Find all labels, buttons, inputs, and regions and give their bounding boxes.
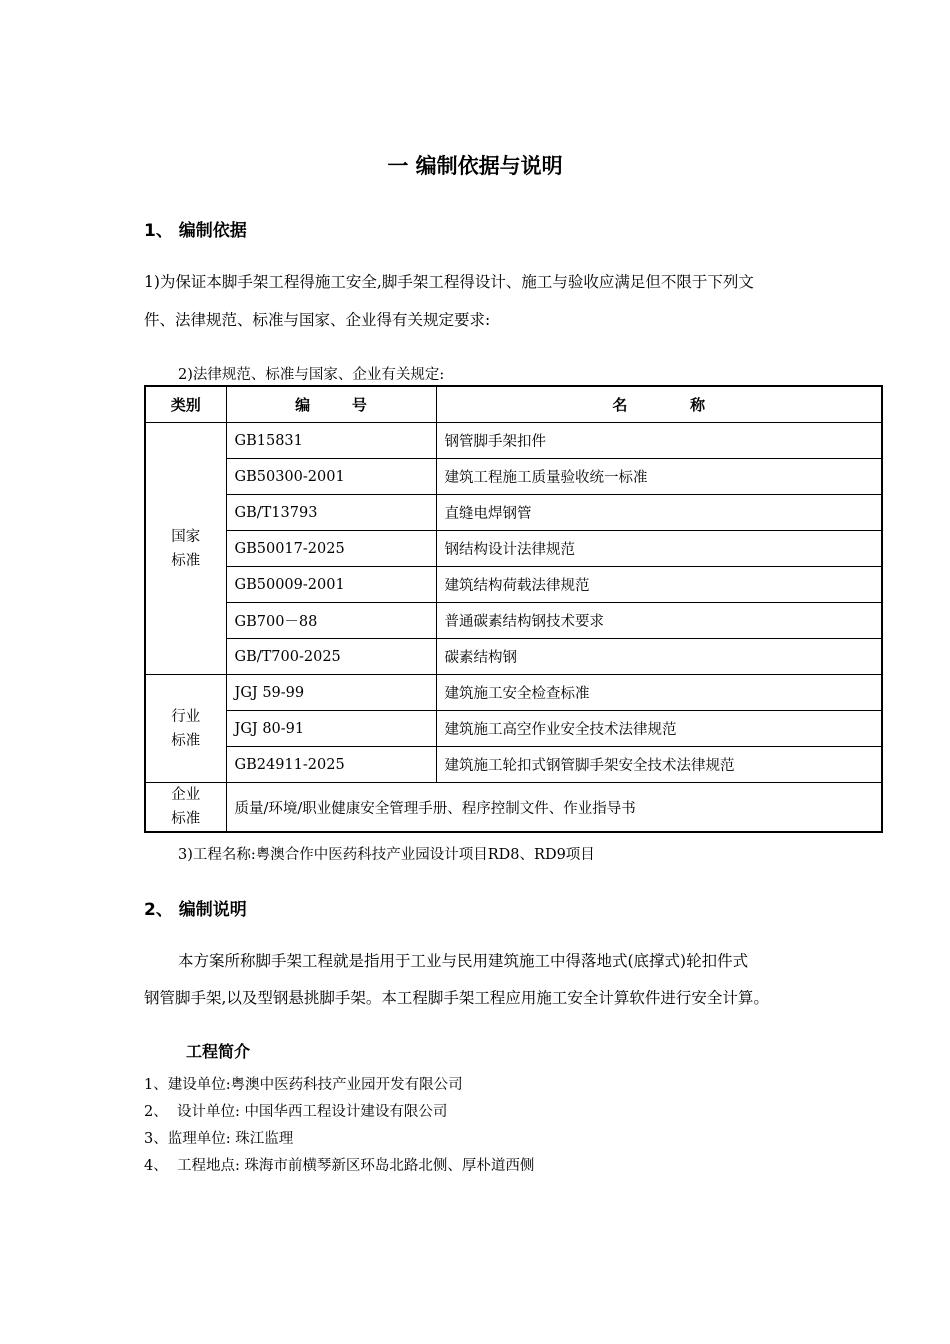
table-row — [145, 459, 882, 495]
table-row — [145, 747, 882, 783]
table-row — [145, 567, 882, 603]
code-cell: JGJ 59-99 — [226, 675, 436, 711]
overview-heading: 工程简介 — [186, 1042, 251, 1061]
code-cell: GB/T700-2025 — [226, 639, 436, 675]
page-title: 一 编制依据与说明 — [387, 154, 563, 178]
name-cell: 建筑施工安全检查标准 — [436, 675, 882, 711]
name-cell: 建筑结构荷载法律规范 — [436, 567, 882, 603]
table-row — [145, 711, 882, 747]
name-cell: 碳素结构钢 — [436, 639, 882, 675]
table-row — [145, 639, 882, 675]
name-cell: 钢结构设计法律规范 — [436, 531, 882, 567]
table-row — [145, 603, 882, 639]
regulations-table — [144, 385, 883, 833]
category-enterprise — [145, 783, 226, 833]
section-1-heading: 1、 编制依据 — [144, 221, 247, 241]
code-cell: GB/T13793 — [226, 495, 436, 531]
code-cell: GB15831 — [226, 423, 436, 459]
category-line: 企业 — [171, 787, 201, 803]
category-line: 标准 — [171, 811, 201, 827]
name-cell: 建筑工程施工质量验收统一标准 — [436, 459, 882, 495]
table-row — [145, 783, 882, 833]
category-line: 标准 — [171, 552, 201, 569]
category-industry — [145, 675, 226, 783]
code-cell: JGJ 80-91 — [226, 711, 436, 747]
name-cell: 普通碳素结构钢技术要求 — [436, 603, 882, 639]
name-cell: 直缝电焊钢管 — [436, 495, 882, 531]
code-cell: GB50009-2001 — [226, 567, 436, 603]
code-cell: GB24911-2025 — [226, 747, 436, 783]
table-row — [145, 675, 882, 711]
header-name: 名 称 — [436, 386, 882, 423]
category-line: 行业 — [171, 708, 201, 725]
category-national — [145, 423, 226, 675]
name-cell: 建筑施工高空作业安全技术法律规范 — [436, 711, 882, 747]
section-2-heading: 2、 编制说明 — [144, 900, 247, 920]
section-2-para-line-2: 钢管脚手架,以及型钢悬挑脚手架。本工程脚手架工程应用施工安全计算软件进行安全计算。 — [144, 989, 769, 1007]
project-name: 3)工程名称:粤澳合作中医药科技产业园设计项目RD8、RD9项目 — [178, 847, 595, 863]
header-category: 类别 — [145, 386, 226, 423]
section-1-para-line-2: 件、法律规范、标准与国家、企业得有关规定要求: — [144, 311, 491, 329]
header-code: 编 号 — [226, 386, 436, 423]
overview-item-location: 4、 工程地点: 珠海市前横琴新区环岛北路北侧、厚朴道西侧 — [144, 1158, 535, 1174]
regulations-intro: 2)法律规范、标准与国家、企业有关规定: — [178, 367, 445, 383]
table-row — [145, 531, 882, 567]
code-cell: GB50017-2025 — [226, 531, 436, 567]
section-1-para-line-1: 1)为保证本脚手架工程得施工安全,脚手架工程得设计、施工与验收应满足但不限于下列文 — [144, 273, 754, 291]
code-cell: GB700－88 — [226, 603, 436, 639]
overview-item-designer: 2、 设计单位: 中国华西工程设计建设有限公司 — [144, 1104, 448, 1120]
overview-item-supervisor: 3、监理单位: 珠江监理 — [144, 1131, 294, 1147]
category-line: 标准 — [171, 732, 201, 749]
name-cell: 建筑施工轮扣式钢管脚手架安全技术法律规范 — [436, 747, 882, 783]
code-cell: GB50300-2001 — [226, 459, 436, 495]
name-cell: 钢管脚手架扣件 — [436, 423, 882, 459]
category-line: 国家 — [171, 528, 201, 545]
section-2-para-line-1: 本方案所称脚手架工程就是指用于工业与民用建筑施工中得落地式(底撑式)轮扣件式 — [178, 952, 749, 970]
enterprise-content-cell: 质量/环境/职业健康安全管理手册、程序控制文件、作业指导书 — [226, 783, 882, 833]
table-row — [145, 495, 882, 531]
overview-item-client: 1、建设单位:粤澳中医药科技产业园开发有限公司 — [144, 1077, 463, 1093]
table-header-row — [145, 386, 882, 423]
table-row — [145, 423, 882, 459]
